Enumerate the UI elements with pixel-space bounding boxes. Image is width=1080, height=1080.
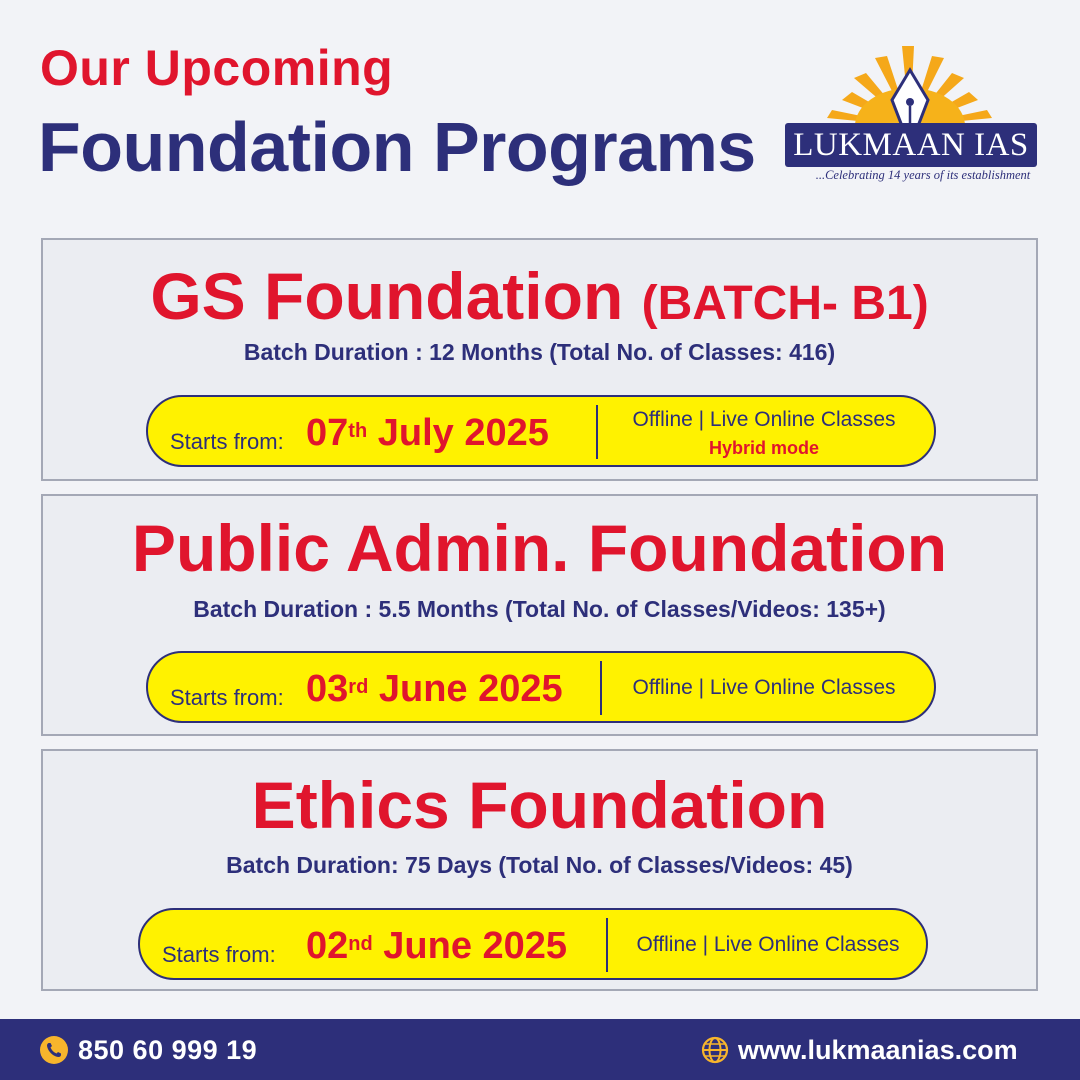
pill-divider [606, 918, 608, 972]
starts-from-label: Starts from: [170, 429, 284, 454]
logo-tagline: ...Celebrating 14 years of its establishment [815, 168, 1031, 182]
start-date: 07th July 2025 [306, 412, 549, 454]
start-date: 03rd June 2025 [306, 668, 563, 710]
batch-label: (BATCH- B1) [641, 277, 929, 330]
class-mode: Offline | Live Online Classes [632, 408, 896, 431]
batch-duration: Batch Duration : 12 Months (Total No. of Classes: 416) [243, 339, 836, 365]
footer-bar [0, 1019, 1080, 1080]
heading-our-upcoming: Our Upcoming [40, 40, 394, 96]
lukmaan-ias-logo [782, 40, 1042, 190]
phone-number[interactable]: 850 60 999 19 [78, 1035, 258, 1065]
website-link[interactable]: www.lukmaanias.com [738, 1035, 1018, 1065]
program-card-public-admin [41, 494, 1038, 736]
hybrid-mode-note: Hybrid mode [708, 438, 819, 458]
sun-pen-nib-icon [782, 40, 1042, 135]
program-title: Ethics Foundation [251, 768, 828, 842]
program-card-ethics [41, 749, 1038, 991]
program-title: Public Admin. Foundation [131, 511, 948, 585]
starts-from-label: Starts from: [170, 685, 284, 710]
pill-divider [600, 661, 602, 715]
start-date-pill [138, 908, 928, 980]
batch-duration: Batch Duration : 5.5 Months (Total No. of Classes/Videos: 135+) [193, 596, 886, 622]
pill-divider [596, 405, 598, 459]
program-title [43, 258, 1036, 342]
logo-wordmark: LUKMAAN IAS [785, 123, 1037, 167]
page-title: Foundation Programs [38, 108, 756, 186]
batch-duration: Batch Duration: 75 Days (Total No. of Classes/Videos: 45) [226, 852, 853, 878]
phone-icon [40, 1036, 68, 1064]
program-card-gs-foundation [41, 238, 1038, 481]
program-title-text: GS Foundation [150, 259, 624, 333]
class-mode: Offline | Live Online Classes [632, 676, 896, 699]
start-date: 02nd June 2025 [306, 925, 568, 967]
starts-from-label: Starts from: [162, 942, 276, 967]
globe-icon [701, 1036, 729, 1064]
start-date-pill [146, 395, 936, 467]
start-date-pill [146, 651, 936, 723]
class-mode: Offline | Live Online Classes [636, 933, 900, 956]
